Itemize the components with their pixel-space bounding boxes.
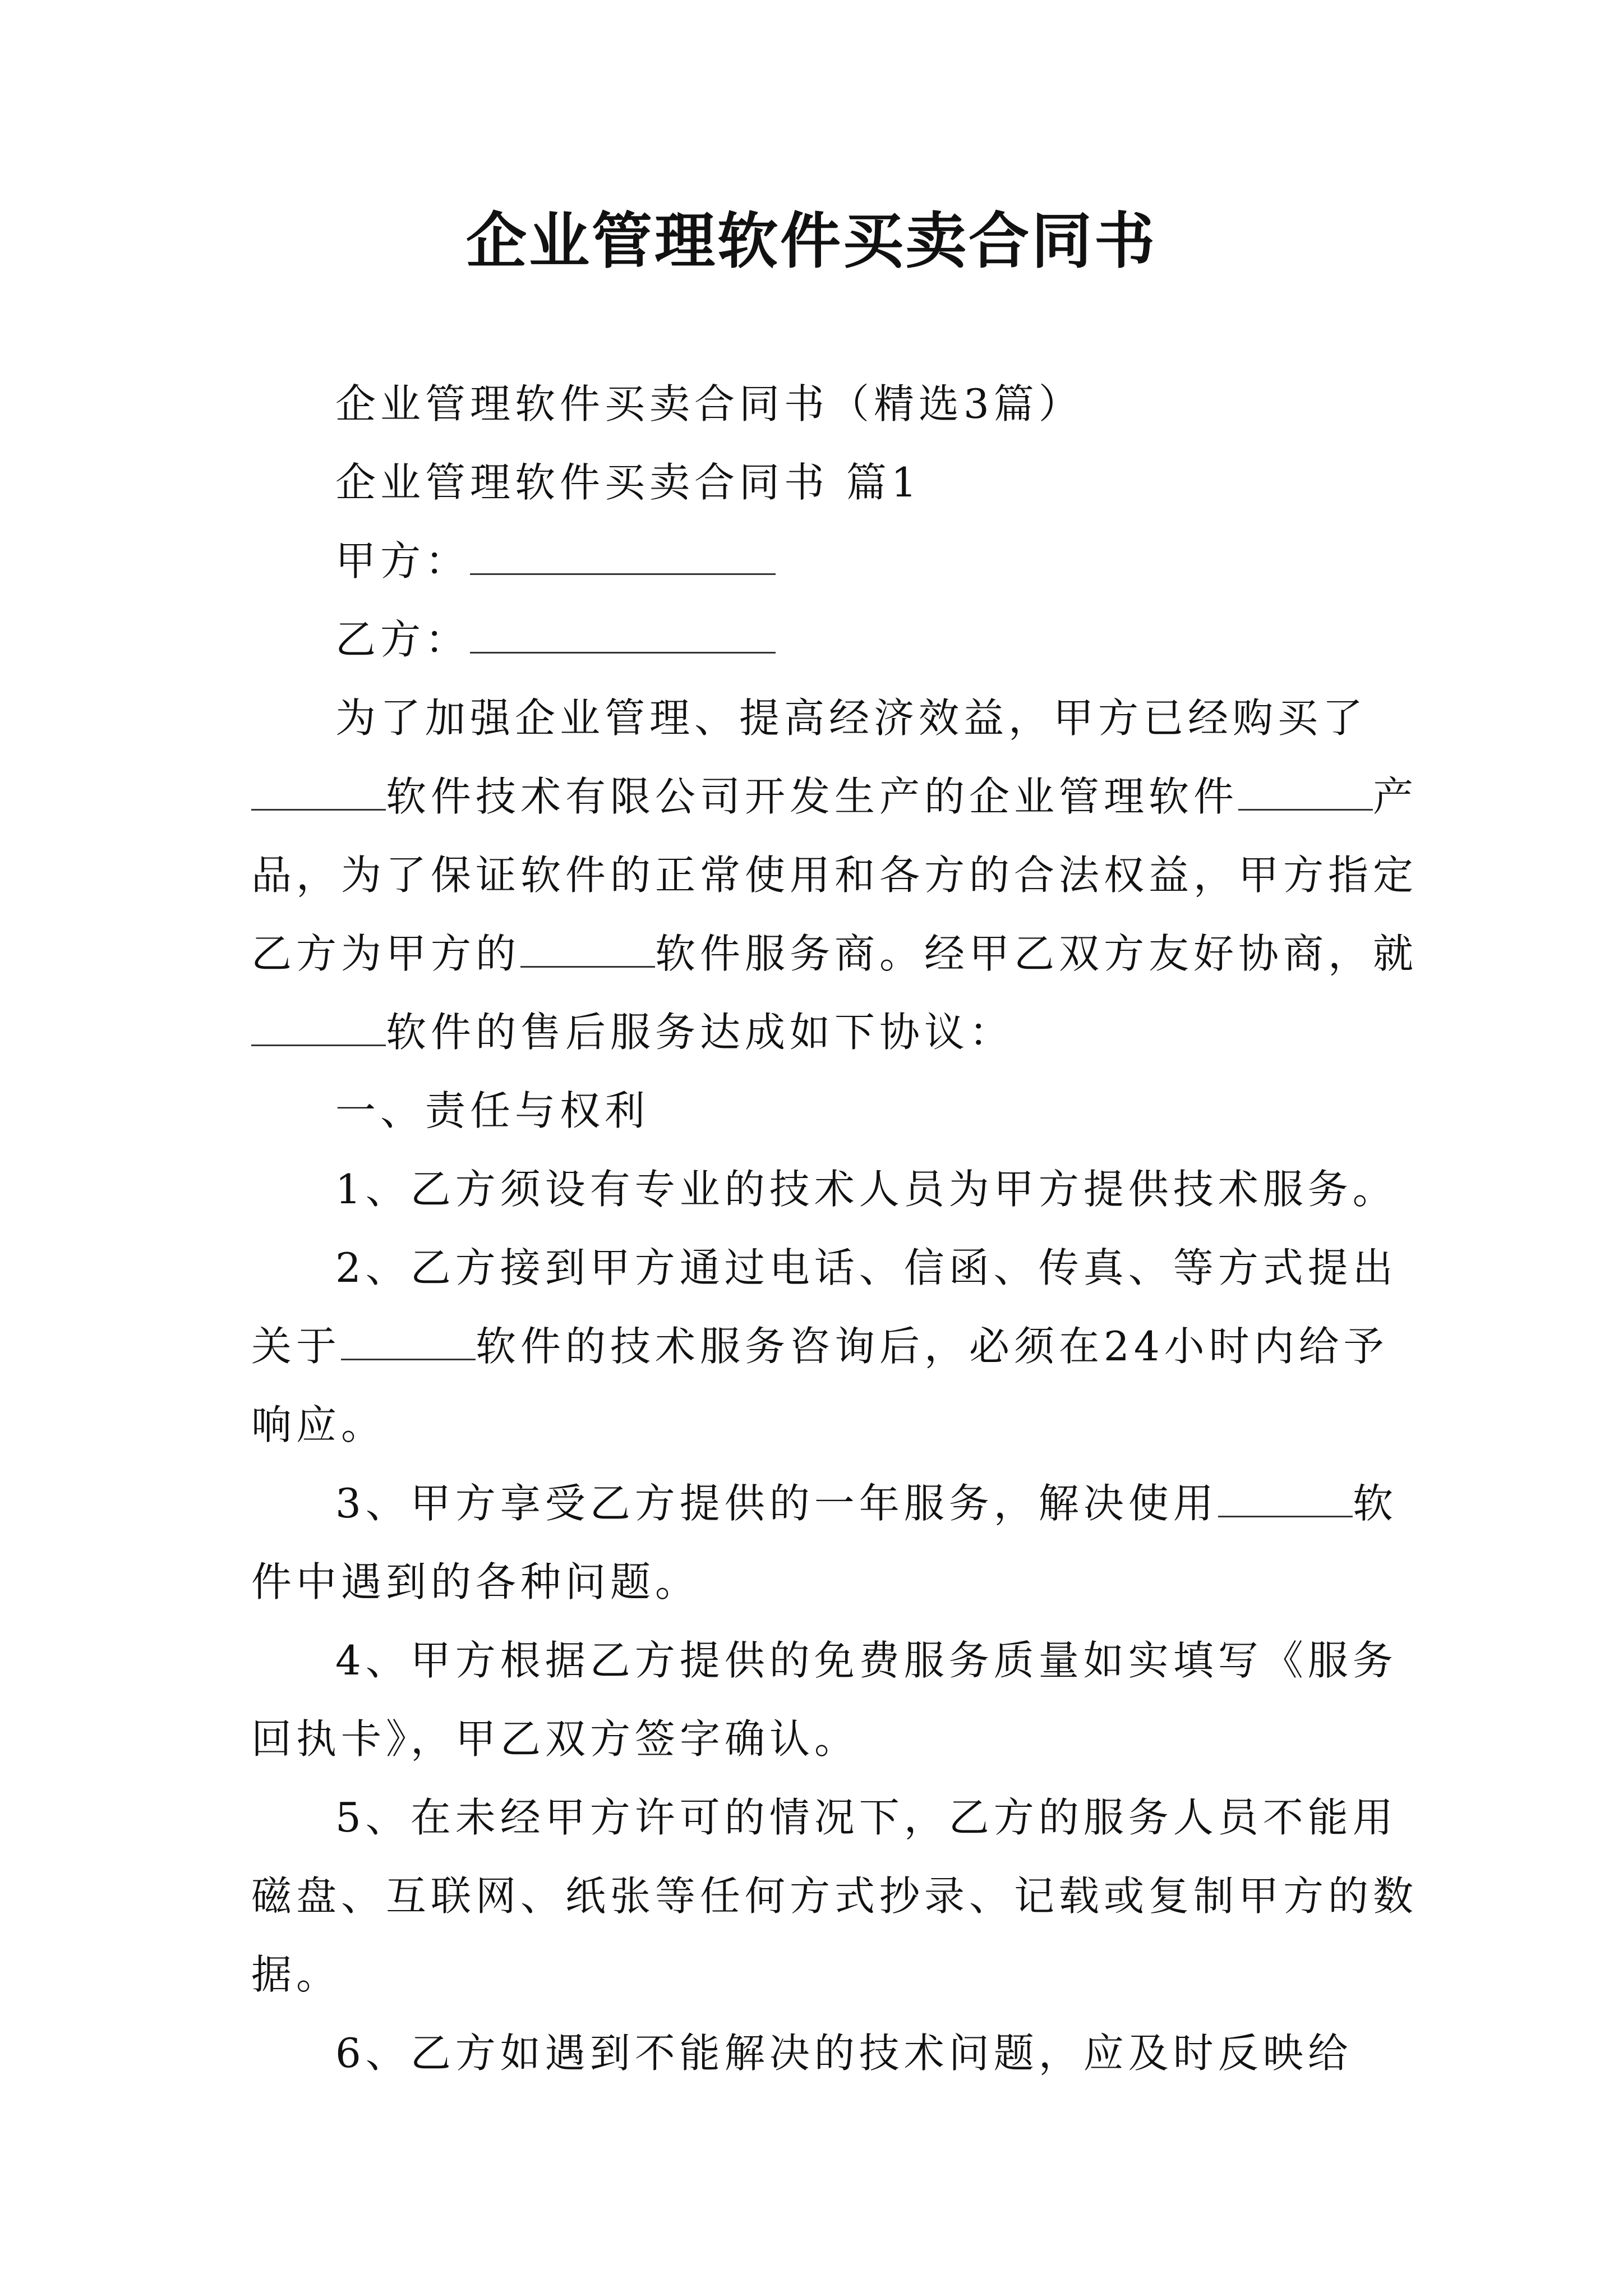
intro-blank-1 — [251, 774, 386, 811]
intro-blank-3 — [520, 931, 655, 968]
intro-line-5 — [251, 1004, 1014, 1060]
party-a-blank — [470, 539, 776, 575]
party-a-line — [335, 533, 776, 589]
item-2-text-2b: 软件的技术服务咨询后，必须在24小时内给予 — [476, 1323, 1389, 1370]
item-6-line-1: 6、乙方如遇到不能解决的技术问题，应及时反映给 — [335, 2030, 1353, 2077]
item-2-line-2 — [251, 1318, 1389, 1374]
item-3-text-1a: 3、甲方享受乙方提供的一年服务，解决使用 — [335, 1480, 1218, 1527]
intro-text-2-end: 产 — [1373, 773, 1418, 820]
intro-line-3: 品，为了保证软件的正常使用和各方的合法权益，甲方指定 — [251, 852, 1418, 899]
item-2-line-1: 2、乙方接到甲方通过电话、信函、传真、等方式提出 — [335, 1244, 1398, 1291]
intro-text-2: 软件技术有限公司开发生产的企业管理软件 — [386, 773, 1239, 820]
item-3-line-2: 件中遇到的各种问题。 — [251, 1558, 700, 1605]
item-3-blank — [1218, 1481, 1353, 1517]
item-2-text-2a: 关于 — [251, 1323, 342, 1370]
item-5-line-3: 据。 — [251, 1951, 342, 1998]
section-heading: 企业管理软件买卖合同书 篇1 — [335, 459, 921, 506]
intro-text-5: 软件的售后服务达成如下协议： — [386, 1009, 1015, 1056]
item-2-blank — [341, 1324, 476, 1360]
party-b-label: 乙方： — [335, 616, 471, 663]
item-3-text-1b: 软 — [1352, 1480, 1398, 1527]
item-4-line-1: 4、甲方根据乙方提供的免费服务质量如实填写《服务 — [335, 1637, 1398, 1684]
intro-text-4a: 乙方为甲方的 — [251, 930, 521, 977]
document-title: 企业管理软件买卖合同书 — [465, 206, 1157, 277]
item-1-line-1: 1、乙方须设有专业的技术人员为甲方提供技术服务。 — [335, 1166, 1398, 1213]
chapter-heading: 一、责任与权利 — [335, 1087, 650, 1134]
intro-line-4 — [251, 926, 1418, 982]
party-a-label: 甲方： — [335, 537, 471, 585]
subtitle-line: 企业管理软件买卖合同书（精选3篇） — [335, 380, 1083, 427]
intro-line-1: 为了加强企业管理、提高经济效益，甲方已经购买了 — [335, 694, 1368, 742]
item-3-line-1 — [335, 1475, 1398, 1531]
intro-blank-2 — [1238, 774, 1373, 811]
intro-blank-4 — [251, 1010, 386, 1046]
intro-line-2 — [251, 769, 1418, 825]
party-b-line — [335, 611, 776, 668]
item-5-line-2: 磁盘、互联网、纸张等任何方式抄录、记载或复制甲方的数 — [251, 1872, 1418, 1920]
item-2-line-3: 响应。 — [251, 1401, 386, 1448]
intro-text-4b: 软件服务商。经甲乙双方友好协商，就 — [655, 930, 1418, 977]
item-5-line-1: 5、在未经甲方许可的情况下，乙方的服务人员不能用 — [335, 1794, 1398, 1841]
party-b-blank — [470, 617, 776, 654]
item-4-line-2: 回执卡》，甲乙双方签字确认。 — [251, 1715, 860, 1763]
